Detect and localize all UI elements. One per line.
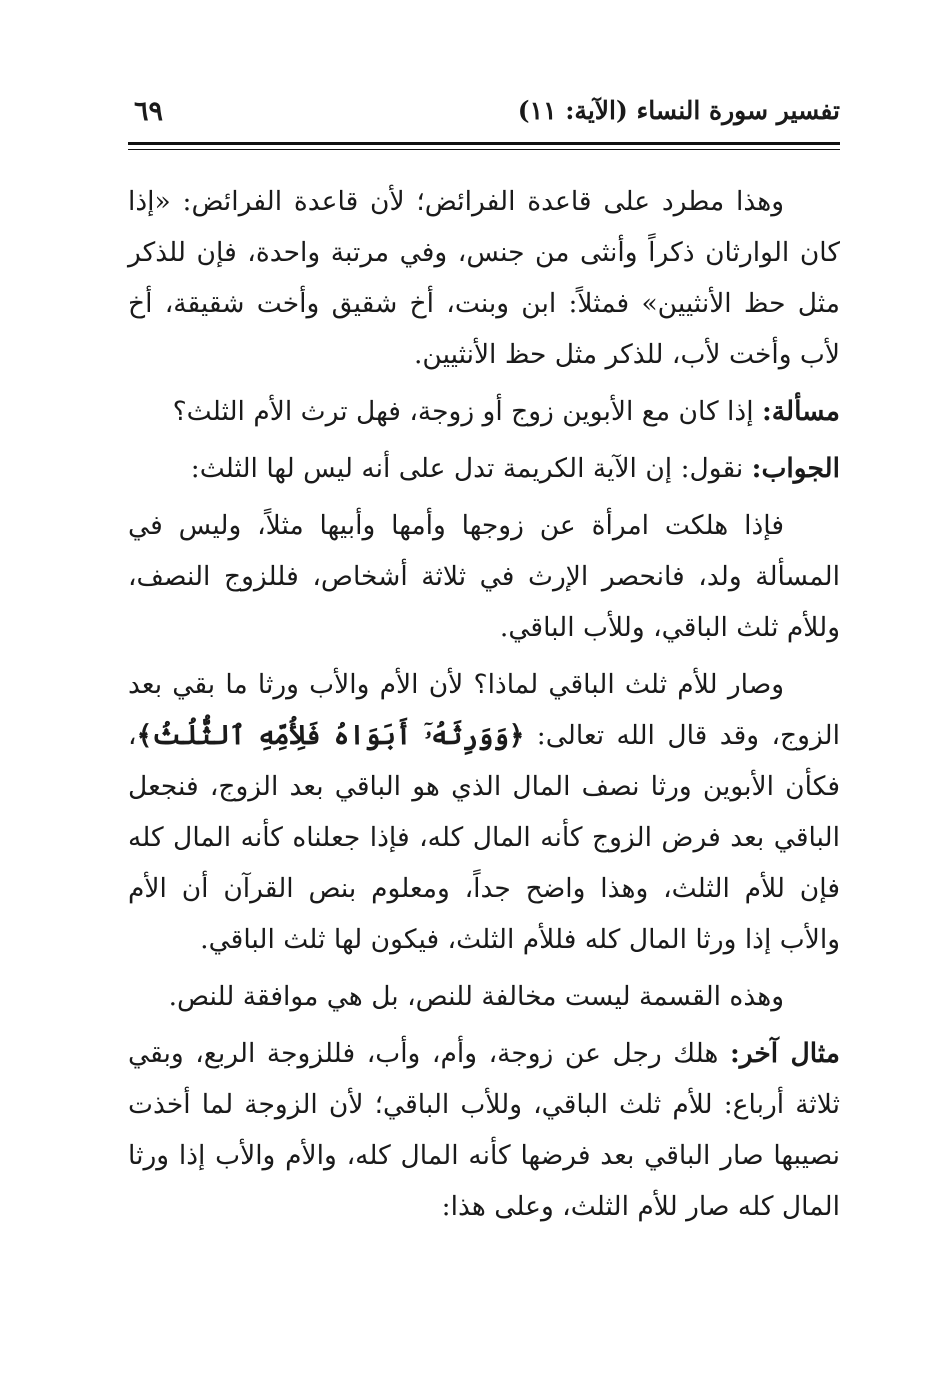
- paragraph-another-example: [128, 1028, 840, 1232]
- paragraph-text: وهذا مطرد على قاعدة الفرائض؛ لأن قاعدة الفرائض: «إذا كان الوارثان ذكراً وأنثى من جنس، وفي مرتبة واحدة، فإن للذكر مثل حظ الأنثيين» فمثلاً: ابن وبنت، أخ شقيق وأخت شقيقة، أخ لأب وأخت لأب، للذكر مثل حظ الأنثيين.: [128, 186, 840, 370]
- paragraph-text: وهذه القسمة ليست مخالفة للنص، بل هي موافقة للنص.: [168, 981, 784, 1012]
- page-number: ٦٩: [134, 96, 164, 127]
- paragraph-fara-id-rule: [128, 176, 840, 380]
- paragraph-text-after: ، فكأن الأبوين ورثا نصف المال الذي هو الباقي بعد الزوج، فنجعل الباقي بعد فرض الزوج كأنه المال كله، فإذا جعلناه كأنه المال كله فإن للأم الثلث، وهذا واضح جداً، ومعلوم بنص القرآن أن الأم والأب إذا ورثا المال كله فللأم الثلث، فيكون لها ثلث الباقي.: [128, 720, 840, 955]
- running-header-title: تفسير سورة النساء (الآية: ١١): [517, 96, 840, 125]
- paragraph-conclusion: [128, 971, 840, 1022]
- answer-lead: الجواب:: [751, 453, 840, 484]
- paragraph-example-wife: [128, 500, 840, 653]
- body-text: [128, 176, 840, 1238]
- another-example-lead: مثال آخر:: [729, 1038, 840, 1069]
- header-rule-thin: [128, 149, 840, 150]
- page-header: [128, 96, 840, 140]
- paragraph-text-before: وصار للأم ثلث الباقي لماذا؟ لأن الأم والأب ورثا ما بقي بعد الزوج، وقد قال الله تعالى:: [128, 669, 840, 751]
- paragraph-question: [128, 386, 840, 437]
- paragraph-text: هلك رجل عن زوجة، وأم، وأب، فللزوجة الربع، وبقي ثلاثة أرباع: للأم ثلث الباقي، وللأب الباقي؛ لأن الزوجة لما أخذت نصيبها صار الباقي بعد فرضها كأنه المال كله، والأم والأب إذا ورثا المال كله صار للأم الثلث، وعلى هذا:: [128, 1038, 840, 1222]
- paragraph-text: إذا كان مع الأبوين زوج أو زوجة، فهل ترث الأم الثلث؟: [172, 396, 763, 427]
- question-lead: مسألة:: [762, 396, 840, 427]
- paragraph-text: نقول: إن الآية الكريمة تدل على أنه ليس لها الثلث:: [190, 453, 752, 484]
- paragraph-answer: [128, 443, 840, 494]
- header-rule-thick: [128, 142, 840, 145]
- paragraph-explanation: [128, 659, 840, 965]
- quran-verse: ﴿وَوَرِثَهُۥٓ أَبَوَاهُ فَلِأُمِّهِ ٱلثُّلُثُ﴾: [136, 720, 525, 751]
- paragraph-text: فإذا هلكت امرأة عن زوجها وأمها وأبيها مثلاً، وليس في المسألة ولد، فانحصر الإرث في ثلاثة أشخاص، فللزوج النصف، وللأم ثلث الباقي، وللأب الباقي.: [128, 510, 840, 643]
